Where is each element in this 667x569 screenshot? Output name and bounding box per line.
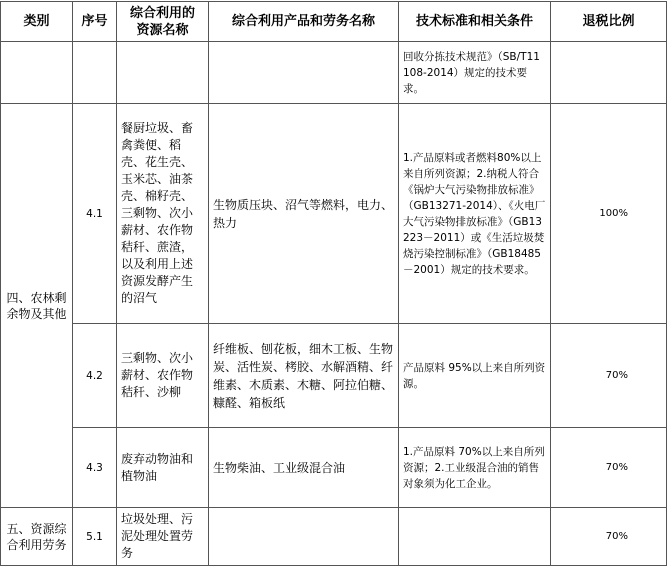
cell-standard: 回收分拣技术规范》（SB/T11108-2014）规定的技术要求。: [399, 42, 551, 104]
cell-standard: [399, 508, 551, 566]
cell-standard: 产品原料 95%以上来自所列资源。: [399, 324, 551, 428]
table-row: [1, 324, 667, 428]
header-row: [1, 2, 667, 42]
cell-category: 五、资源综合利用劳务: [1, 508, 73, 566]
cell-resource: 垃圾处理、污泥处理处置劳务: [117, 508, 209, 566]
cell-resource: 三剩物、次小薪材、农作物秸秆、沙柳: [117, 324, 209, 428]
header-product: 综合利用产品和劳务名称: [209, 2, 399, 42]
cell-standard: 1.产品原料 70%以上来自所列资源；2.工业级混合油的销售对象须为化工企业。: [399, 428, 551, 508]
cell-resource: [117, 42, 209, 104]
header-rate: 退税比例: [551, 2, 667, 42]
header-resource-line1: 综合利用的: [129, 5, 195, 21]
cell-product: [209, 508, 399, 566]
cell-standard: 1.产品原料或者燃料80%以上来自所列资源；2.纳税人符合《锅炉大气污染物排放标准》（GB13271-2014）、《火电厂大气污染物排放标准》（GB13223－2011）或《生活垃圾焚烧污染控制标准》（GB18485－2001）规定的技术要求。: [399, 104, 551, 324]
cell-resource: 废弃动物油和植物油: [117, 428, 209, 508]
header-category: 类别: [1, 2, 73, 42]
table-row: [1, 428, 667, 508]
header-resource: [117, 2, 209, 42]
table-row: [1, 508, 667, 566]
cell-product: 纤维板、刨花板，细木工板、生物炭、活性炭、栲胶、水解酒精、纤维素、木质素、木糖、阿拉伯糖、糠醛、箱板纸: [209, 324, 399, 428]
cell-product: [209, 42, 399, 104]
tax-refund-table: [0, 1, 667, 566]
cell-product: 生物柴油、工业级混合油: [209, 428, 399, 508]
cell-rate: [551, 42, 667, 104]
cell-resource: 餐厨垃圾、畜禽粪便、稻壳、花生壳、玉米芯、油茶壳、棉籽壳、三剩物、次小薪材、农作物秸秆、蔗渣，以及利用上述资源发酵产生的沼气: [117, 104, 209, 324]
cell-number: 4.3: [73, 428, 117, 508]
cell-product: 生物质压块、沼气等燃料，电力、热力: [209, 104, 399, 324]
cell-number: 4.2: [73, 324, 117, 428]
cell-rate: 70%: [551, 428, 667, 508]
header-resource-line2: 资源名称: [136, 22, 189, 38]
header-standard: 技术标准和相关条件: [399, 2, 551, 42]
cell-number: [73, 42, 117, 104]
cell-number: 4.1: [73, 104, 117, 324]
table-row: [1, 104, 667, 324]
header-number: 序号: [73, 2, 117, 42]
table-row: [1, 42, 667, 104]
cell-category: [1, 42, 73, 104]
cell-number: 5.1: [73, 508, 117, 566]
cell-rate: 70%: [551, 324, 667, 428]
cell-category: 四、农林剩余物及其他: [1, 104, 73, 508]
cell-rate: 100%: [551, 104, 667, 324]
cell-rate: 70%: [551, 508, 667, 566]
